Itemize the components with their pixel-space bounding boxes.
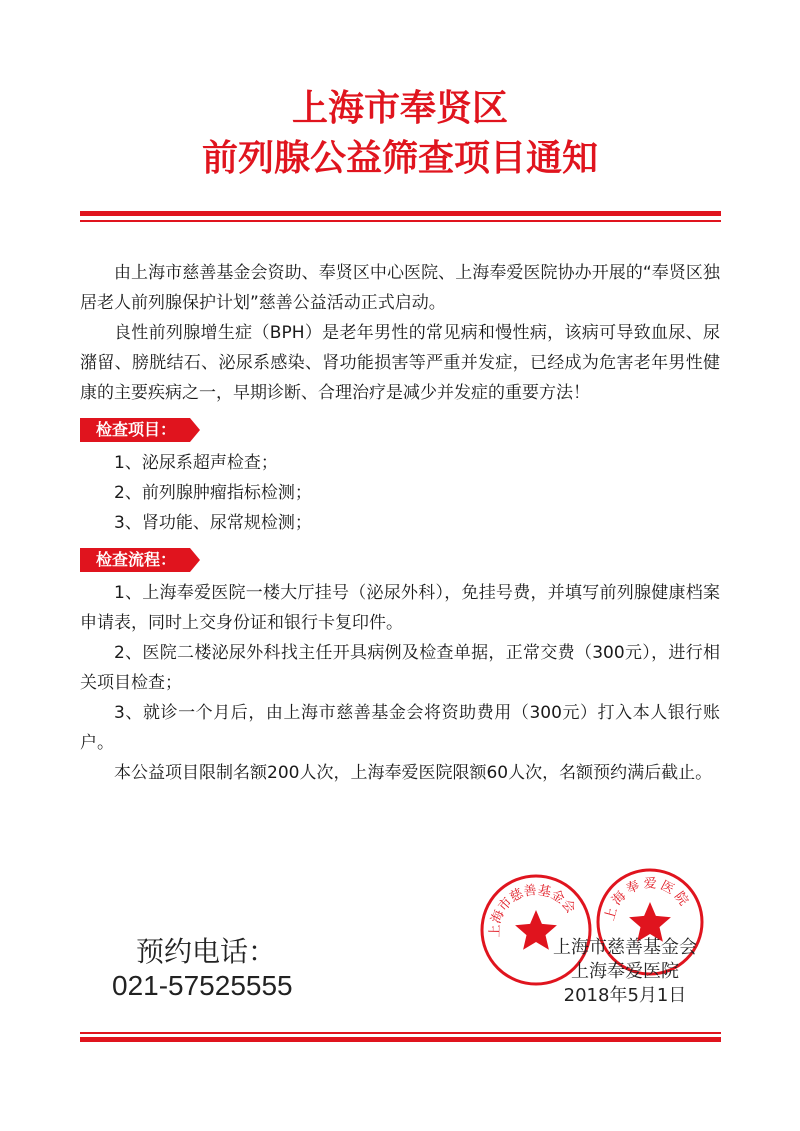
process-step: 2、医院二楼泌尿外科找主任开具病例及检查单据，正常交费（300元），进行相关项目检查； (80, 643, 720, 693)
exam-items-label: 检查项目： (80, 418, 190, 442)
phone-number: 021-57525555 (112, 970, 293, 1001)
svg-text:上海市慈善基金会: 上海市慈善基金会 (487, 883, 578, 938)
intro-paragraph-1: 由上海市慈善基金会资助、奉贤区中心医院、上海奉爱医院协办开展的“奉贤区独居老人前列腺保护计划”慈善公益活动正式启动。 (80, 263, 720, 313)
intro-paragraph-2: 良性前列腺增生症（BPH）是老年男性的常见病和慢性病，该病可导致血尿、尿潴留、膀胱结石、泌尿系感染、肾功能损害等严重并发症，已经成为危害老年男性健康的主要疾病之一，早期诊断、合理治疗是减少并发症的重要方法！ (80, 323, 720, 403)
exam-item: 3、肾功能、尿常规检测； (114, 513, 312, 533)
title-line-1: 上海市奉贤区 (291, 88, 508, 129)
signature-org-1: 上海市慈善基金会 (553, 937, 697, 958)
notice-body (80, 258, 720, 788)
process-step: 1、上海奉爱医院一楼大厅挂号（泌尿外科），免挂号费，并填写前列腺健康档案申请表，同时上交身份证和银行卡复印件。 (80, 583, 720, 633)
footer-rule-thick (80, 1037, 721, 1042)
exam-item: 1、泌尿系超声检查； (114, 453, 278, 473)
signature-org-2: 上海奉爱医院 (571, 961, 679, 982)
process-step: 3、就诊一个月后，由上海市慈善基金会将资助费用（300元）打入本人银行账户。 (80, 703, 720, 753)
header-rule-thin (80, 220, 721, 222)
header-rule-thick (80, 211, 721, 216)
exam-item: 2、前列腺肿瘤指标检测； (114, 483, 312, 503)
quota-note: 本公益项目限制名额200人次，上海奉爱医院限额60人次，名额预约满后截止。 (114, 763, 713, 783)
footer-rule-thin (80, 1032, 721, 1034)
exam-process-label: 检查流程： (80, 548, 190, 572)
signature-date: 2018年5月1日 (563, 985, 687, 1006)
phone-label: 预约电话： (136, 936, 277, 967)
svg-text:上海奉爱医院: 上海奉爱医院 (602, 876, 693, 923)
title-line-2: 前列腺公益筛查项目通知 (201, 138, 598, 179)
